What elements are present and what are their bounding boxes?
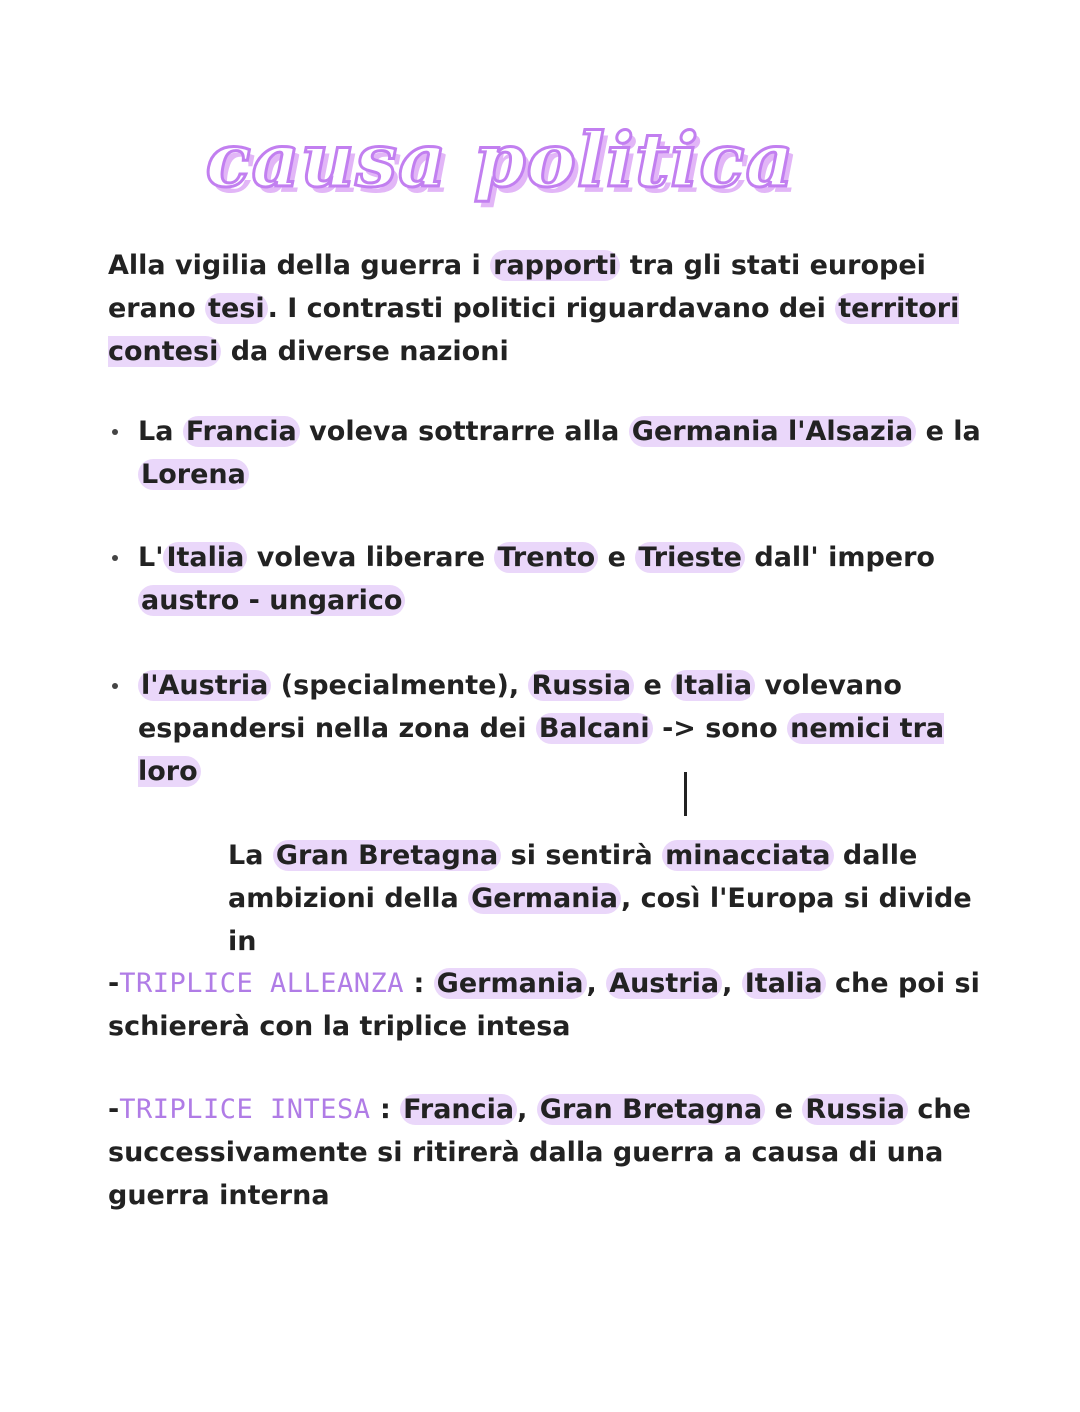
bullet-dot-icon — [112, 429, 118, 435]
dash: - — [108, 1094, 120, 1125]
intro-text: Alla vigilia della guerra i — [108, 250, 491, 281]
highlight: Germania — [468, 883, 621, 914]
highlight: Russia — [528, 670, 634, 701]
highlight: austro - ungarico — [138, 585, 405, 616]
bullet-text: dall' impero — [744, 542, 935, 573]
bullet-text: L' — [138, 542, 164, 573]
highlight: Italia — [671, 670, 755, 701]
consequence-text: dalle ambizioni della — [228, 840, 918, 914]
highlight: minacciata — [662, 840, 833, 871]
alliance-triplice-alleanza — [108, 962, 1008, 1048]
list-item — [112, 664, 992, 793]
consequence-paragraph — [228, 834, 988, 963]
highlight: Francia — [183, 416, 300, 447]
intro-text: . I contrasti politici riguardavano dei — [267, 293, 836, 324]
alliance-triplice-intesa — [108, 1088, 1008, 1217]
highlight: l'Austria — [138, 670, 271, 701]
highlight: Germania — [434, 968, 587, 999]
consequence-text: La — [228, 840, 273, 871]
alliance-text: che successivamente si ritirerà dalla guerra a causa di una guerra interna — [108, 1094, 971, 1211]
highlight: Italia — [742, 968, 826, 999]
highlight: rapporti — [490, 250, 620, 281]
list-item — [112, 410, 992, 496]
comma: , — [722, 968, 742, 999]
bullet-list — [112, 536, 992, 622]
bullet-text: e — [598, 542, 636, 573]
bullet-text: voleva liberare — [247, 542, 495, 573]
bullet-text: La — [138, 416, 183, 447]
dash: - — [108, 968, 120, 999]
vertical-connector-line — [684, 772, 687, 816]
highlight: nemici tra loro — [138, 713, 945, 787]
highlight: Gran Bretagna — [537, 1094, 765, 1125]
separator: : — [370, 1094, 401, 1125]
highlight: Lorena — [138, 459, 249, 490]
bullet-text: (specialmente), — [271, 670, 529, 701]
page-title: causa politica — [205, 118, 795, 204]
highlight: Trieste — [635, 542, 745, 573]
alliance-label: TRIPLICE ALLEANZA — [119, 968, 405, 999]
highlight: territori contesi — [108, 293, 960, 367]
bullet-dot-icon — [112, 683, 118, 689]
comma: , — [517, 1094, 537, 1125]
conjunction: e — [765, 1094, 803, 1125]
bullet-text: volevano espandersi nella zona dei — [138, 670, 902, 744]
consequence-text: , così l'Europa si divide in — [228, 883, 972, 957]
alliance-label: TRIPLICE INTESA — [119, 1094, 371, 1125]
bullet-text: e la — [916, 416, 981, 447]
comma: , — [586, 968, 607, 999]
highlight: tesi — [205, 293, 268, 324]
intro-text: da diverse nazioni — [221, 336, 509, 367]
bullet-dot-icon — [112, 555, 118, 561]
bullet-list — [112, 664, 992, 793]
highlight: Trento — [494, 542, 598, 573]
highlight: Germania l'Alsazia — [629, 416, 916, 447]
bullet-list — [112, 410, 992, 496]
consequence-text: si sentirà — [501, 840, 663, 871]
bullet-text: voleva sottrarre alla — [299, 416, 629, 447]
highlight: Francia — [400, 1094, 517, 1125]
separator: : — [404, 968, 434, 999]
highlight: Italia — [163, 542, 247, 573]
highlight: Balcani — [536, 713, 653, 744]
bullet-text: -> sono — [652, 713, 788, 744]
highlight: Russia — [802, 1094, 908, 1125]
alliance-text: che poi si schiererà con la triplice intesa — [108, 968, 980, 1042]
intro-paragraph — [108, 244, 1008, 373]
intro-text: tra gli stati europei erano — [108, 250, 926, 324]
bullet-text: e — [634, 670, 672, 701]
list-item — [112, 536, 992, 622]
highlight: Austria — [606, 968, 722, 999]
highlight: Gran Bretagna — [273, 840, 501, 871]
